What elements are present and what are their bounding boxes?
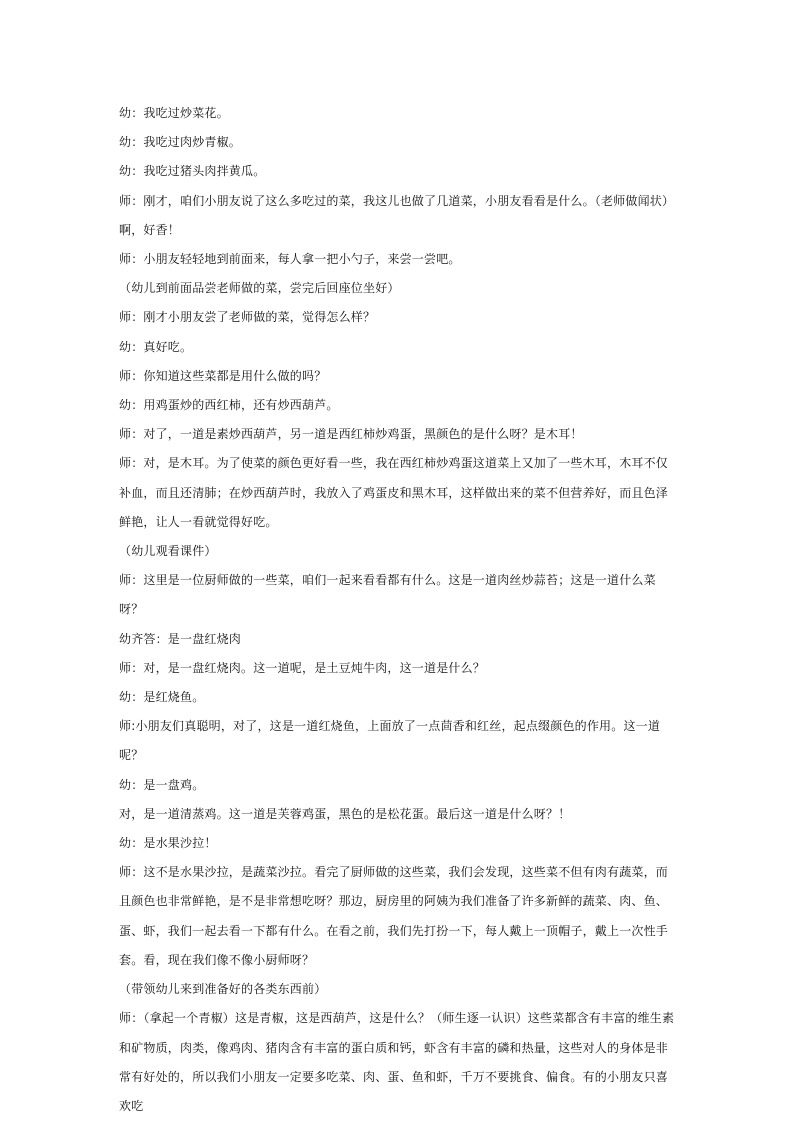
paragraph: 师：刚才，咱们小朋友说了这么多吃过的菜，我这儿也做了几道菜，小朋友看看是什么。（老师做闻状）啊，好香！: [119, 193, 675, 237]
paragraph: 师：这不是水果沙拉，是蔬菜沙拉。看完了厨师做的这些菜，我们会发现，这些菜不但有肉有蔬菜，而且颜色也非常鲜艳，是不是非常想吃呀？那边，厨房里的阿姨为我们准备了许多新鲜的蔬菜、肉、鱼、蛋、虾，我们一起去看一下都有什么。在看之前，我们先打扮一下，每人戴上一顶帽子，戴上一次性手套。看，现在我们像不像小厨师呀？: [119, 865, 669, 967]
paragraph: 对，是一道清蒸鸡。这一道是芙蓉鸡蛋，黑色的是松花蛋。最后这一道是什么呀？！: [119, 806, 571, 821]
paragraph: 师：小朋友轻轻地到前面来，每人拿一把小勺子，来尝一尝吧。: [119, 252, 461, 267]
paragraph: 师:小朋友们真聪明，对了，这是一道红烧鱼，上面放了一点茴香和红丝，起点缀颜色的作用。这一道呢？: [119, 719, 661, 763]
paragraph: 师：对，是木耳。为了使菜的颜色更好看一些，我在西红柿炒鸡蛋这道菜上又加了一些木耳，木耳不仅补血，而且还清肺；在炒西葫芦时，我放入了鸡蛋皮和黑木耳，这样做出来的菜不但营养好，而且色泽鲜艳，让人一看就觉得好吃。: [119, 456, 669, 529]
paragraph: 师：你知道这些菜都是用什么做的吗？: [119, 368, 327, 383]
paragraph: 幼：用鸡蛋炒的西红柿，还有炒西葫芦。: [119, 398, 339, 413]
paragraph: 幼：我吃过炒菜花。: [119, 106, 229, 120]
paragraph: 幼：是一盘鸡。: [119, 777, 205, 792]
paragraph: 幼齐答：是一盘红烧肉: [119, 631, 242, 646]
paragraph: 师：对，是一盘红烧肉。这一道呢，是土豆炖牛肉，这一道是什么？: [119, 660, 486, 675]
paragraph: 幼：我吃过肉炒青椒。: [119, 135, 242, 150]
stage-direction: （幼儿观看课件）: [119, 544, 217, 559]
paragraph: 幼：我吃过猪头肉拌黄瓜。: [119, 164, 266, 179]
stage-direction: （幼儿到前面品尝老师做的菜，尝完后回座位坐好）: [119, 281, 400, 296]
paragraph: 师：这里是一位厨师做的一些菜，咱们一起来看看都有什么。这是一道肉丝炒蒜苔；这是一道什么菜呀？: [119, 573, 656, 617]
paragraph: 师：（拿起一个青椒）这是青椒，这是西葫芦，这是什么？（师生逐一认识）这些菜都含有丰富的维生素和矿物质，肉类，像鸡肉、猪肉含有丰富的蛋白质和钙，虾含有丰富的磷和热量，这些对人的身体是非常有好处的，所以我们小朋友一定要多吃菜、肉、蛋、鱼和虾，千万不要挑食、偏食。有的小朋友只喜欢吃: [119, 1011, 675, 1113]
document-body: [119, 99, 675, 1121]
paragraph: 幼：是水果沙拉！: [119, 836, 217, 851]
paragraph: 师：刚才小朋友尝了老师做的菜，觉得怎么样？: [119, 310, 376, 325]
paragraph: 幼：真好吃。: [119, 339, 193, 354]
paragraph: 幼：是红烧鱼。: [119, 690, 205, 705]
paragraph: 师：对了，一道是素炒西葫芦，另一道是西红柿炒鸡蛋，黑颜色的是什么呀？是木耳！: [119, 427, 583, 442]
stage-direction: （带领幼儿来到准备好的各类东西前）: [119, 982, 327, 997]
